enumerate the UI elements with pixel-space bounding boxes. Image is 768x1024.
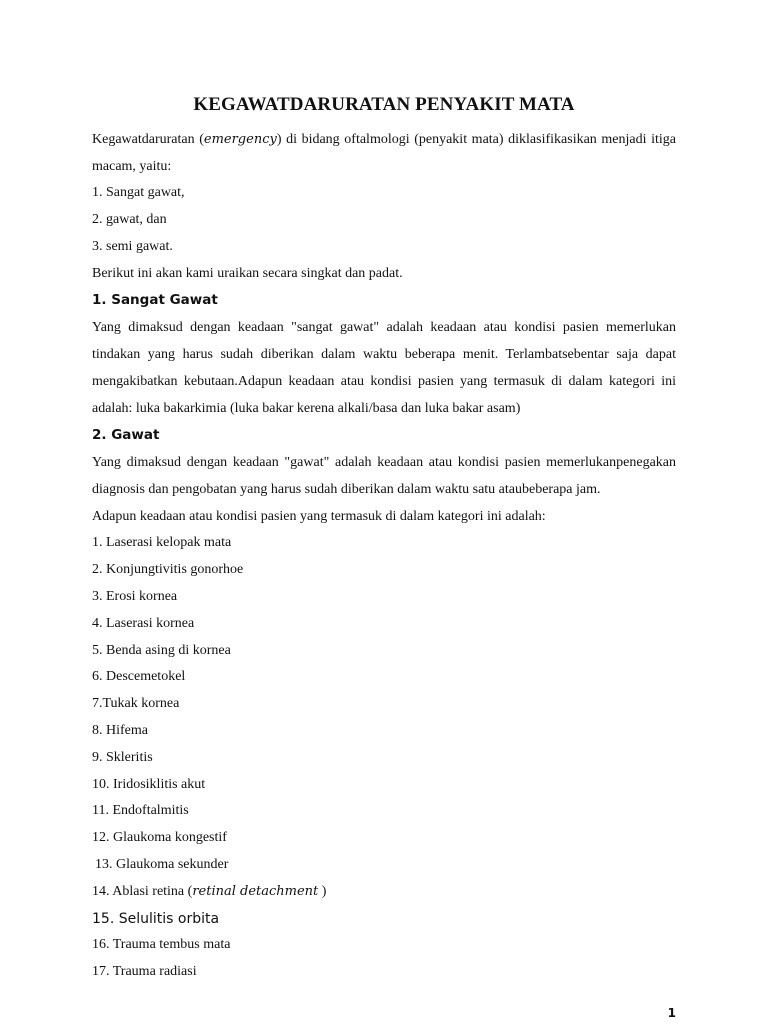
list-item: 7.Tukak kornea xyxy=(92,696,180,712)
conditions-list xyxy=(92,530,676,986)
list-item: 9. Skleritis xyxy=(92,749,153,765)
list-item: 13. Glaukoma sekunder xyxy=(95,856,229,872)
list-item: 12. Glaukoma kongestif xyxy=(92,830,227,846)
item14-before: 14. Ablasi retina ( xyxy=(92,883,193,899)
section-body-gawat: Yang dimaksud dengan keadaan "gawat" adalah keadaan atau kondisi pasien memerlukanpenegakan diagnosis dan pengobatan yang harus sudah diberikan dalam waktu satu ataubeberapa jam. xyxy=(92,455,676,498)
list-item: 11. Endoftalmitis xyxy=(92,803,189,819)
page-number: 1 xyxy=(667,1006,676,1020)
document-title: KEGAWATDARURATAN PENYAKIT MATA xyxy=(193,94,575,115)
list-item: 2. Konjungtivitis gonorhoe xyxy=(92,562,244,578)
document-page xyxy=(92,94,676,986)
list-item: 4. Laserasi kornea xyxy=(92,615,195,631)
section-body-sangat-gawat: Yang dimaksud dengan keadaan "sangat gawat" adalah keadaan atau kondisi pasien memerlukan tindakan yang harus sudah diberikan dalam waktu beberapa menit. Terlambatsebentar saja dapat mengakibatkan kebutaan.Adapun keadaan atau kondisi pasien yang termasuk di dalam kategori ini adalah: luka bakarkimia (luka bakar kerena alkali/basa dan luka bakar asam) xyxy=(92,320,676,417)
section-heading-gawat: 2. Gawat xyxy=(92,427,160,444)
list-item: 6. Descemetokel xyxy=(92,669,186,685)
list-item: 3. semi gawat. xyxy=(92,238,173,254)
intro-text-before: Kegawatdaruratan ( xyxy=(92,132,204,147)
list-item: 3. Erosi kornea xyxy=(92,588,178,604)
intro-emphasis: emergency xyxy=(203,132,277,147)
list-item: 2. gawat, dan xyxy=(92,211,167,227)
item14-after: ) xyxy=(318,883,327,899)
list-item: 16. Trauma tembus mata xyxy=(92,937,231,953)
list-item: 17. Trauma radiasi xyxy=(92,964,197,980)
list-item: 8. Hifema xyxy=(92,722,148,738)
intro-text-after: ) di bidang oftalmologi (penyakit mata) diklasifikasikan menjadi itiga macam, yaitu: xyxy=(92,132,676,174)
section-heading-sangat-gawat: 1. Sangat Gawat xyxy=(92,292,218,309)
list-intro: Adapun keadaan atau kondisi pasien yang termasuk di dalam kategori ini adalah: xyxy=(92,509,546,525)
levels-list xyxy=(92,180,676,260)
list-item-ablasi-retina xyxy=(92,879,676,906)
list-item: 5. Benda asing di kornea xyxy=(92,642,231,658)
intro-paragraph xyxy=(92,126,676,180)
list-item: 10. Iridosiklitis akut xyxy=(92,776,206,792)
summary-paragraph: Berikut ini akan kami uraikan secara singkat dan padat. xyxy=(92,266,403,282)
list-item: 1. Laserasi kelopak mata xyxy=(92,535,232,551)
item14-emphasis: retinal detachment xyxy=(192,883,319,899)
list-item-selulitis-orbita: 15. Selulitis orbita xyxy=(92,910,220,927)
list-item: 1. Sangat gawat, xyxy=(92,185,185,200)
